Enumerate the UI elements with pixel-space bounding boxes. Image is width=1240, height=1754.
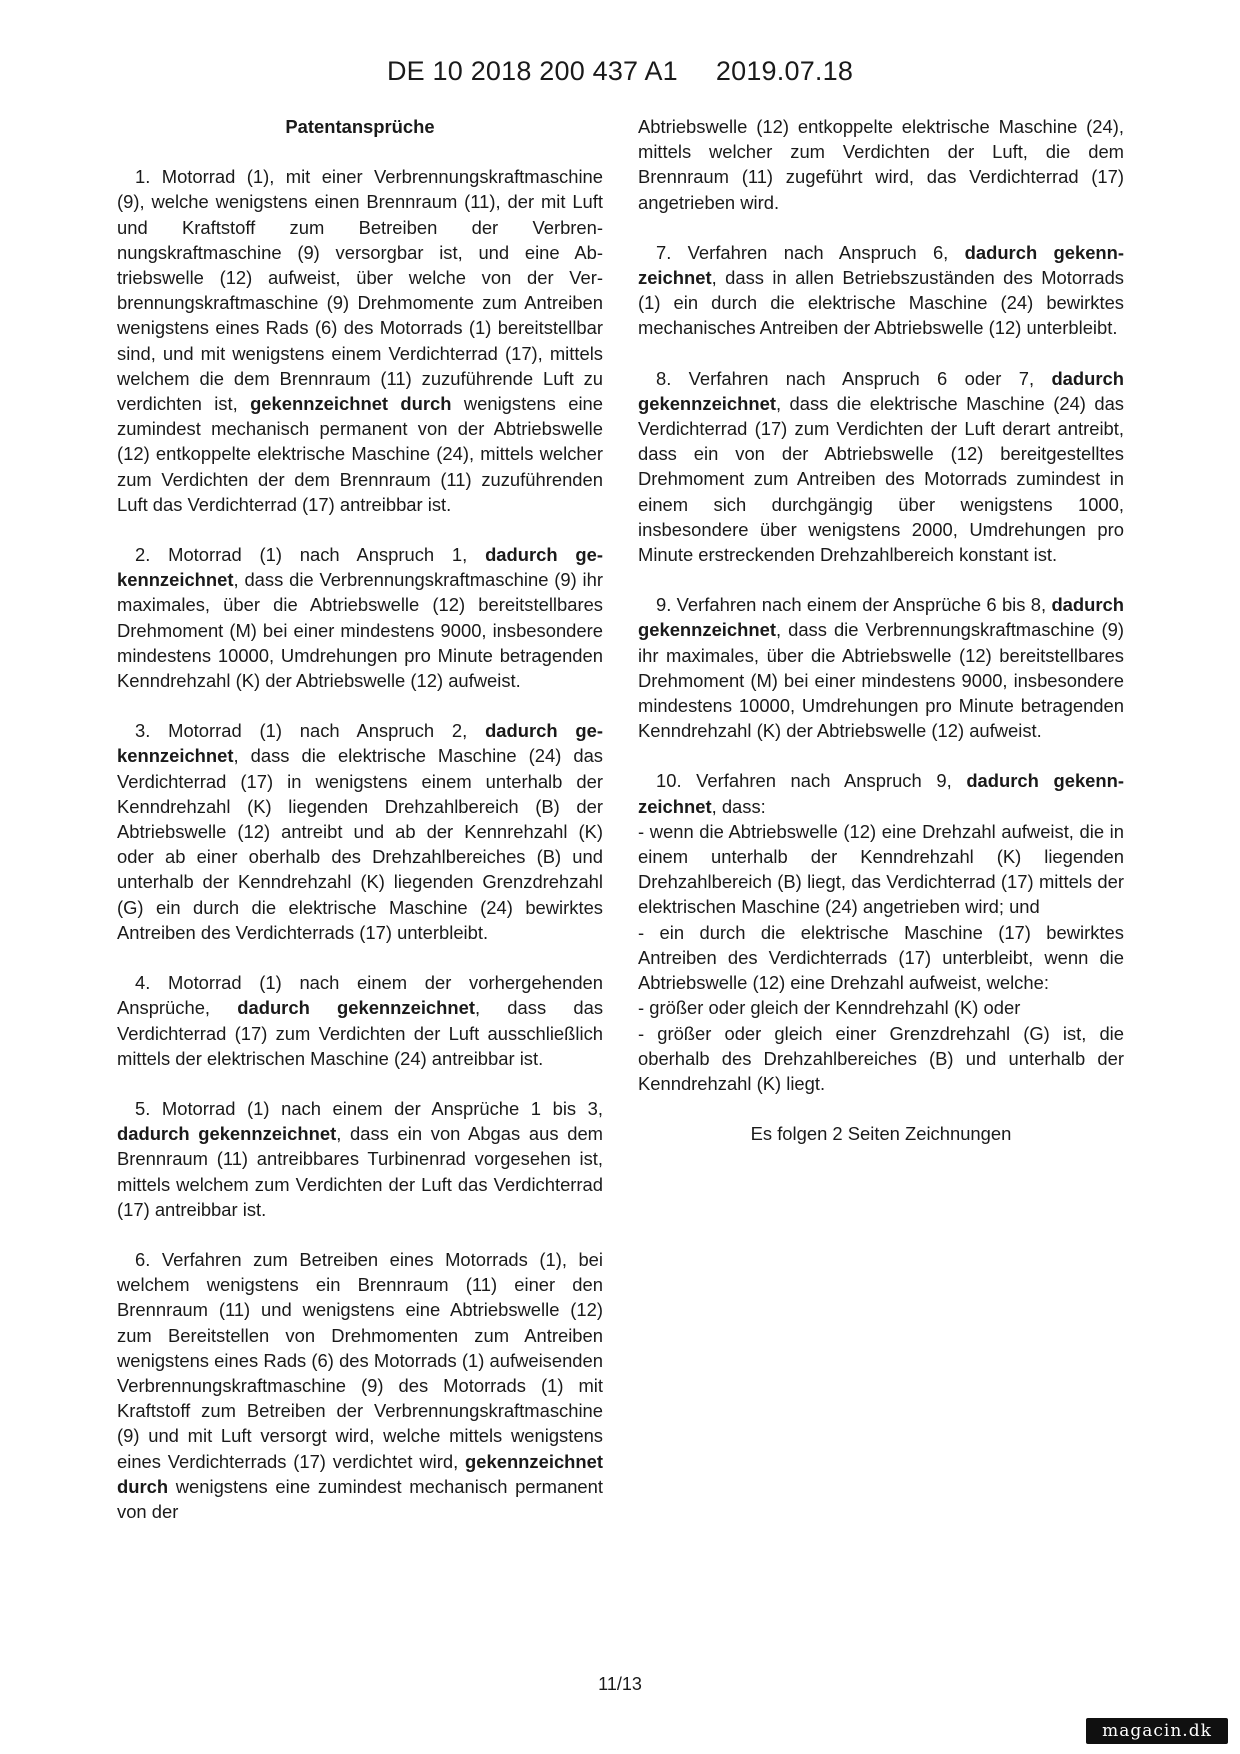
claim-9: 9. Verfahren nach einem der Ansprüche 6 bis 8, dadurch gekennzeichnet, dass die Verbrennungskraftmaschine (9) ihr maximales, über die Abtriebswelle (12) bereitstellbares Drehmoment (M) bei einer mindestens 9000, insbesondere mindestens 10000, Umdrehungen pro Minute betragenden Kenndrehzahl (K) der Abtriebswelle (12) aufweist. (638, 594, 1124, 742)
right-column (638, 114, 1124, 1171)
claim-5: 5. Motorrad (1) nach einem der Ansprüche 1 bis 3, dadurch gekennzeichnet, dass ein von Abgas aus dem Brennraum (11) antreibbares Turbinenrad vorgesehen ist, mittels welchem zum Verdichten der Luft das Verdichterrad (17) antreibbar ist. (117, 1097, 603, 1220)
claim-3: 3. Motorrad (1) nach Anspruch 2, dadurch gekennzeichnet, dass die elektrische Maschine (24) das Verdichterrad (17) in wenigstens einem unterhalb der Kenndrehzahl (K) liegenden Drehzahlbereich (B) der Abtriebswelle (12) antreibt und ab der Kennrehzahl (K) oder ab einer oberhalb des Drehzahlbereiches (B) und unterhalb der Kenndrehzahl (K) liegenden Grenzdrehzahl (G) ein durch die elektrische Maschine (24) bewirktes Antreiben des Verdichterrads (17) unterbleibt. (117, 720, 603, 943)
claims-heading: Patentansprüche (285, 116, 435, 137)
claim-1: 1. Motorrad (1), mit einer Verbrennungskraftmaschine (9), welche wenigstens einen Brennraum (11), der mit Luft und Kraftstoff zum Betreiben der Verbrennungskraftmaschine (9) versorgbar ist, und eine Abtriebswelle (12) aufweist, über welche von der Verbrennungskraftmaschine (9) Drehmomente zum Antreiben wenigstens eines Rads (6) des Motorrads (1) bereitstellbar sind, und mit wenigstens einem Verdichterrad (17), mittels welchem die dem Brennraum (11) zuzuführende Luft zu verdichten ist, gekennzeichnet durch wenigstens eine zumindest mechanisch permanent von der Abtriebswelle (12) entkoppelte elektrische Maschine (24), mittels welcher zum Verdichten der dem Brennraum (11) zuzuführenden Luft das Verdichterrad (17) antreibbar ist. (117, 166, 603, 515)
document-header (0, 56, 1240, 87)
claim-4: 4. Motorrad (1) nach einem der vorhergehenden Ansprüche, dadurch gekennzeichnet, dass das Verdichterrad (17) zum Verdichten der Luft ausschließlich mittels der elektrischen Maschine (24) antreibbar ist. (117, 972, 604, 1069)
publication-number: DE 10 2018 200 437 A1 (386, 56, 678, 86)
claim-6-continuation: Abtriebswelle (12) entkoppelte elektrische Maschine (24), mittels welcher zum Verdichten der Luft, die dem Brennraum (11) zugeführt wird, das Verdichterrad (17) angetrieben wird. (638, 116, 1124, 213)
claim-10: 10. Verfahren nach Anspruch 9, dadurch gekennzeichnet, dass: - wenn die Abtriebswelle (12) eine Drehzahl aufweist, die in einem unterhalb der Kenndrehzahl (K) liegenden Drehzahlbereich (B) liegt, das Verdichterrad (17) mittels der elektrischen Maschine (24) angetrieben wird; und - ein durch die elektrische Maschine (17) bewirktes Antreiben des Verdichterrads (17) unterbleibt, wenn die Abtriebswelle (12) eine Drehzahl aufweist, welche: - größer oder gleich der Kenndrehzahl (K) oder - größer oder gleich einer Grenzdrehzahl (G) ist, die oberhalb des Drehzahlbereiches (B) und unterhalb der Kenndrehzahl (K) liegt. (638, 770, 1124, 1094)
claim-6: 6. Verfahren zum Betreiben eines Motorrads (1), bei welchem wenigstens ein Brennraum (11) einer den Brennraum (11) und wenigstens eine Abtriebswelle (12) zum Bereitstellen von Drehmomenten zum Antreiben wenigstens eines Rads (6) des Motorrads (1) aufweisenden Verbrennungskraftmaschine (9) des Motorrads (1) mit Kraftstoff zum Betreiben der Verbrennungskraftmaschine (9) und mit Luft versorgt wird, welche mittels wenigstens eines Verdichterrads (17) verdichtet wird, gekennzeichnet durch wenigstens eine zumindest mechanisch permanent von der (117, 1248, 603, 1522)
publication-date: 2019.07.18 (715, 56, 854, 86)
claim-7: 7. Verfahren nach Anspruch 6, dadurch gekennzeichnet, dass in allen Betriebszuständen des Motorrads (1) ein durch die elektrische Maschine (24) bewirktes mechanisches Antreiben der Abtriebswelle (12) unterbleibt. (638, 241, 1125, 339)
claim-10-item: - ein durch die elektrische Maschine (17) bewirktes Antreiben des Verdichterrads (17) unterbleibt, wenn die Abtriebswelle (12) eine Drehzahl aufweist, welche: (638, 921, 1124, 994)
claim-2: 2. Motorrad (1) nach Anspruch 1, dadurch gekennzeichnet, dass die Verbrennungskraftmaschine (9) ihr maximales, über die Abtriebswelle (12) bereitstellbares Drehmoment (M) bei einer mindestens 9000, insbesondere mindestens 10000, Umdrehungen pro Minute betragenden Kenndrehzahl (K) der Abtriebswelle (12) aufweist. (117, 544, 603, 692)
claim-10-item: - größer oder gleich der Kenndrehzahl (K) oder (638, 997, 1021, 1019)
claim-10-item: - größer oder gleich einer Grenzdrehzahl (G) ist, die oberhalb des Drehzahlbereiches (B) und unterhalb der Kenndrehzahl (K) liegt. (638, 1022, 1124, 1094)
drawings-note: Es folgen 2 Seiten Zeichnungen (750, 1123, 1012, 1145)
claim-8: 8. Verfahren nach Anspruch 6 oder 7, dadurch gekennzeichnet, dass die elektrische Maschine (24) das Verdichterrad (17) zum Verdichten der Luft derart antreibt, dass ein von der Abtriebswelle (12) bereitgestelltes Drehmoment zum Antreiben des Motorrads zumindest in einem sich durchgängig über wenigstens 1000, insbesondere über wenigstens 2000, Umdrehungen pro Minute erstreckenden Drehzahlbereich konstant ist. (638, 367, 1124, 566)
page-number: 11/13 (598, 1674, 642, 1694)
left-column (117, 114, 603, 1549)
claim-10-item: - wenn die Abtriebswelle (12) eine Drehzahl aufweist, die in einem unterhalb der Kenndrehzahl (K) liegenden Drehzahlbereich (B) liegt, das Verdichterrad (17) mittels der elektrischen Maschine (24) angetrieben wird; und (638, 820, 1124, 918)
watermark-logo: magacin.dk (1086, 1718, 1228, 1744)
